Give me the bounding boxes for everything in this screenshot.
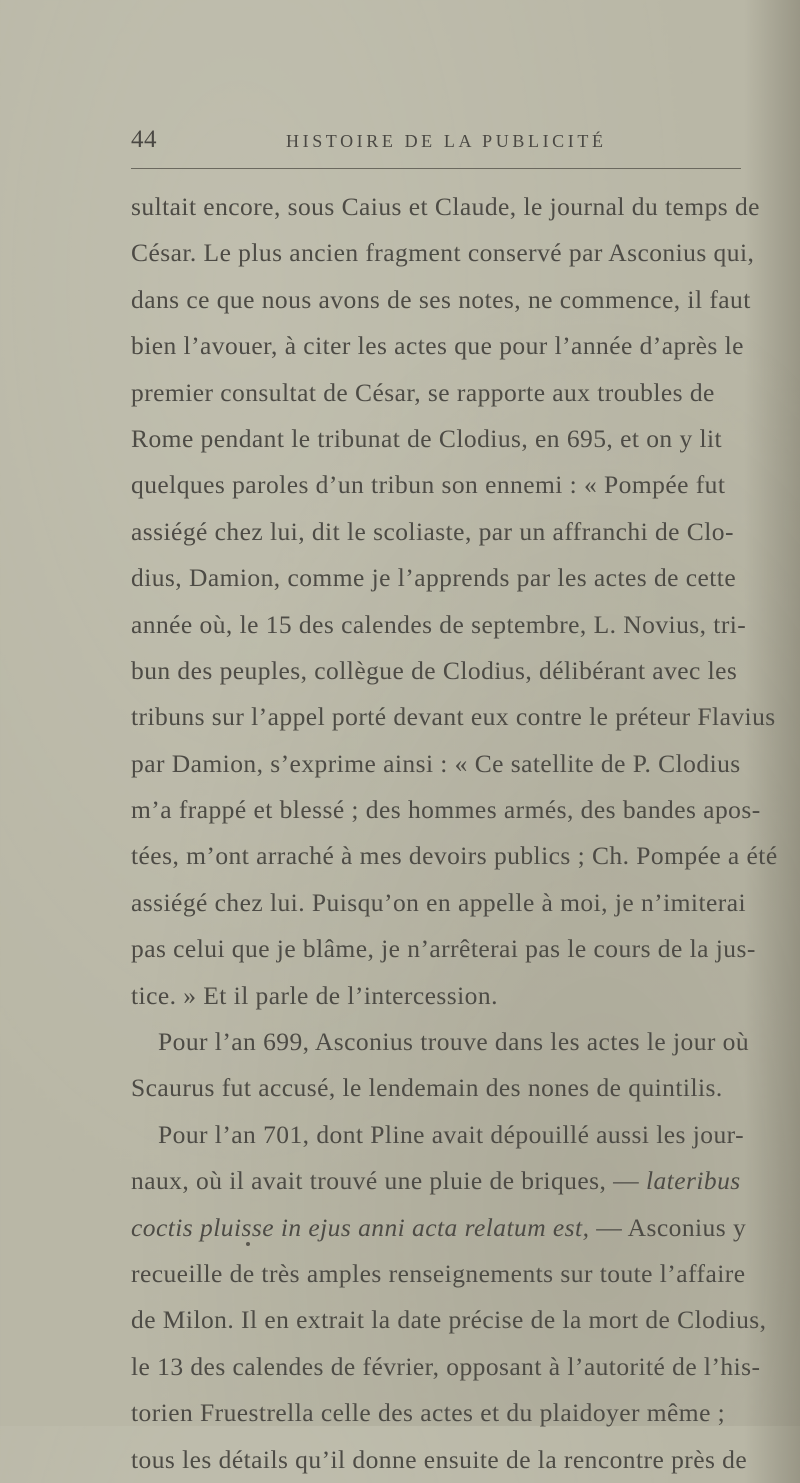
page-header [131,126,741,160]
ink-speck [246,1242,250,1246]
text-line: bien l’avouer, à citer les actes que pour l’année d’après le [131,331,744,361]
text-line: année où, le 15 des calendes de septembre, L. Novius, tri- [131,609,747,639]
header-rule [131,168,741,169]
text-line: recueille de très amples renseignements sur toute l’affaire [131,1258,746,1288]
text-line: Pour l’an 701, dont Pline avait dépouillé aussi les jour- [158,1119,745,1149]
body-text [131,184,778,1483]
text-line: bun des peuples, collègue de Clodius, délibérant avec les [131,655,738,685]
text-line: premier consultat de César, se rapporte aux troubles de [131,377,715,407]
text-line: tous les détails qu’il donne ensuite de la rencontre près de [131,1444,748,1474]
page-number: 44 [131,126,157,153]
text-line: assiégé chez lui, dit le scoliaste, par un affranchi de Clo- [131,516,734,546]
text-line: pas celui que je blâme, je n’arrêterai pas le cours de la jus- [131,934,756,964]
text-run: naux, où il avait trouvé une pluie de briques, — [131,1166,640,1196]
text-line [131,1205,761,1251]
text-line: dans ce que nous avons de ses notes, ne commence, il faut [131,284,751,314]
text-line: sultait encore, sous Caius et Claude, le journal du temps de [131,192,760,221]
text-line: assiégé chez lui. Puisqu’on en appelle à moi, je n’imiterai [131,887,746,917]
text-line: César. Le plus ancien fragment conservé par Asconius qui, [131,238,755,268]
text-line: quelques paroles d’un tribun son ennemi : « Pompée fut [131,470,726,500]
latin-quote: lateribus [645,1166,741,1196]
text-line: de Milon. Il en extrait la date précise de la mort de Clodius, [131,1305,767,1335]
text-line: Pour l’an 699, Asconius trouve dans les actes le jour où [158,1027,750,1057]
text-line: Rome pendant le tribunat de Clodius, en 695, et on y lit [131,423,723,453]
running-title: HISTOIRE DE LA PUBLICITÉ [286,131,607,151]
text-line: tice. » Et il parle de l’intercession. [131,980,498,1010]
text-line: m’a frappé et blessé ; des hommes armés, des bandes apos- [131,795,761,825]
text-line: torien Fruestrella celle des actes et du plaidoyer même ; [131,1398,726,1428]
text-line: tées, m’ont arraché à mes devoirs publics ; Ch. Pompée a été [131,841,778,871]
text-line: dius, Damion, comme je l’apprends par les actes de cette [131,563,737,593]
text-line: tribuns sur l’appel porté devant eux contre le préteur Flavius [131,702,776,732]
text-line: Scaurus fut accusé, le lendemain des nones de quintilis. [131,1073,723,1103]
text-run: — Asconius y [596,1212,747,1242]
text-line: le 13 des calendes de février, opposant à l’autorité de l’his- [131,1351,761,1381]
text-line [131,1158,761,1204]
text-line: par Damion, s’exprime ainsi : « Ce satellite de P. Clodius [131,748,741,778]
latin-quote: coctis pluisse in ejus anni acta relatum est, [131,1212,590,1242]
